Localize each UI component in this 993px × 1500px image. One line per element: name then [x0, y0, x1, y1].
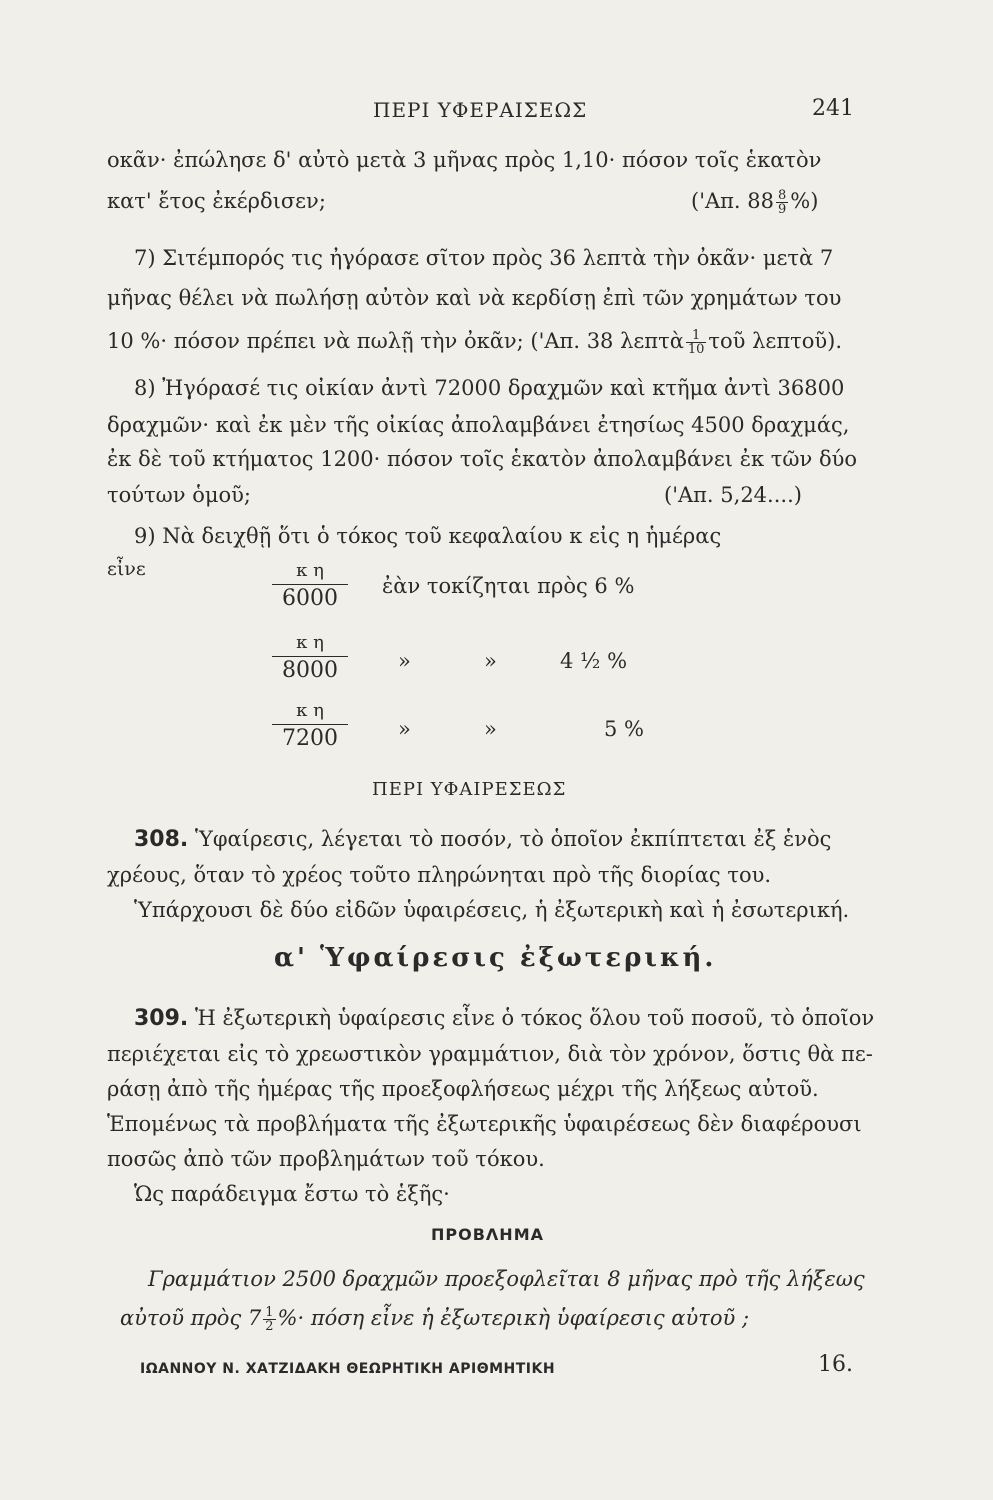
prob9-rate-3: 5 % [604, 717, 644, 741]
fraction-denominator: 10 [687, 342, 705, 357]
fraction-numerator: 8 [778, 188, 787, 203]
fraction-denominator: 8000 [282, 658, 338, 683]
section-number: 309. [134, 1006, 189, 1031]
prob6-line2: κατ' ἔτος ἐκέρδισεν; [107, 189, 326, 213]
section-heading: ΠΕΡΙ ΥΦΑΙΡΕΣΕΩΣ [372, 779, 567, 800]
sec309-line2: περιέχεται εἰς τὸ χρεωστικὸν γραμμάτιον, διὰ τὸν χρόνον, ὅστις θὰ πε- [107, 1042, 873, 1066]
prob9-fraction-3 [270, 698, 350, 753]
running-header: ΠΕΡΙ ΥΦΕΡΑΙΣΕΩΣ [373, 98, 588, 122]
fraction-denominator: 7200 [282, 726, 338, 751]
prob6-answer [691, 188, 818, 216]
sec309-line3: ράσῃ ἀπὸ τῆς ἡμέρας τῆς προεξοφλήσεως μέχρι τῆς λήξεως αὐτοῦ. [107, 1077, 819, 1101]
sec309-line1-text: Ἡ ἐξωτερικὴ ὑφαίρεσις εἶνε ὁ τόκος ὅλου τοῦ ποσοῦ, τὸ ὁποῖον [194, 1006, 875, 1030]
problem-heading: ΠΡΟΒΛΗΜΑ [431, 1225, 544, 1244]
prob9-eine: εἶνε [107, 558, 146, 580]
problem-line1: Γραμμάτιον 2500 δραχμῶν προεξοφλεῖται 8 μῆνας πρὸ τῆς λήξεως [148, 1267, 865, 1291]
section-number: 308. [134, 827, 189, 852]
sec308-line1 [134, 826, 831, 853]
prob7-line3-a: 10 %· πόσον πρέπει νὰ πωλῇ τὴν ὀκᾶν; ('Απ. 38 λεπτὰ [107, 329, 684, 353]
fraction-denominator: 9 [778, 202, 787, 217]
sec309-line4: Ἑπομένως τὰ προβλήματα τῆς ἐξωτερικῆς ὑφαιρέσεως δὲν διαφέρουσι [107, 1112, 862, 1136]
footer-signature: ΙΩΑΝΝΟΥ Ν. ΧΑΤΖΙΔΑΚΗ ΘΕΩΡΗΤΙΚΗ ΑΡΙΘΜΗΤΙΚΗ [140, 1361, 556, 1377]
prob7-line3 [107, 328, 842, 356]
prob8-answer: ('Απ. 5,24....) [664, 483, 802, 507]
prob6-answer-suffix: %) [790, 189, 819, 213]
ditto-mark: » [398, 649, 411, 673]
fraction-numerator: κ η [296, 560, 324, 581]
sec308-line1-text: Ὑφαίρεσις, λέγεται τὸ ποσόν, τὸ ὁποῖον ἐκπίπτεται ἐξ ἑνὸς [194, 827, 832, 851]
problem-line2-b: %· πόση εἶνε ἡ ἐξωτερικὴ ὑφαίρεσις αὐτοῦ ; [277, 1306, 750, 1330]
fraction-numerator: κ η [296, 700, 324, 721]
prob9-fraction-1 [270, 558, 350, 613]
signature-number: 16. [818, 1352, 853, 1377]
page-number: 241 [812, 96, 854, 121]
prob8-line3: ἐκ δὲ τοῦ κτήματος 1200· πόσον τοῖς ἑκατὸν ἀπολαμβάνει ἐκ τῶν δύο [107, 447, 858, 471]
problem-fraction [263, 1306, 275, 1333]
prob6-answer-prefix: ('Απ. 88 [691, 189, 775, 213]
sec308-line3: Ὑπάρχουσι δὲ δύο εἰδῶν ὑφαιρέσεις, ἡ ἐξωτερικὴ καὶ ἡ ἐσωτερική. [134, 898, 850, 922]
sec308-line2: χρέους, ὅταν τὸ χρέος τοῦτο πληρώνηται πρὸ τῆς διορίας του. [107, 863, 772, 887]
prob9-line1: 9) Νὰ δειχθῇ ὅτι ὁ τόκος τοῦ κεφαλαίου κ εἰς η ἡμέρας [134, 524, 722, 548]
prob9-condition: ἐὰν τοκίζηται πρὸς 6 % [382, 574, 635, 598]
prob7-line1: 7) Σιτέμπορός τις ἠγόρασε σῖτον πρὸς 36 λεπτὰ τὴν ὀκᾶν· μετὰ 7 [134, 246, 834, 270]
sec309-line1 [134, 1005, 874, 1032]
prob7-line2: μῆνας θέλει νὰ πωλήσῃ αὐτὸν καὶ νὰ κερδίσῃ ἐπὶ τῶν χρημάτων του [107, 286, 842, 310]
problem-line2 [120, 1305, 749, 1333]
prob6-line1: οκᾶν· ἐπώλησε δ' αὐτὸ μετὰ 3 μῆνας πρὸς 1,10· πόσον τοῖς ἑκατὸν [107, 148, 822, 172]
fraction-denominator: 2 [265, 1319, 274, 1334]
fraction-numerator: 1 [265, 1305, 274, 1320]
sec309-line5: ποσῶς ἀπὸ τῶν προβλημάτων τοῦ τόκου. [107, 1147, 545, 1171]
prob7-fraction [686, 329, 707, 356]
prob8-line4: τούτων ὁμοῦ; [107, 483, 251, 507]
ditto-mark: » [484, 649, 497, 673]
sec309-line6: Ὡς παράδειγμα ἔστω τὸ ἑξῆς· [134, 1182, 450, 1206]
prob9-fraction-2 [270, 630, 350, 685]
ditto-mark: » [398, 717, 411, 741]
prob8-line1: 8) Ἠγόρασέ τις οἰκίαν ἀντὶ 72000 δραχμῶν καὶ κτῆμα ἀντὶ 36800 [134, 376, 845, 400]
ditto-mark: » [484, 717, 497, 741]
problem-line2-a: αὐτοῦ πρὸς 7 [120, 1306, 262, 1330]
prob8-line2: δραχμῶν· καὶ ἐκ μὲν τῆς οἰκίας ἀπολαμβάνει ἐτησίως 4500 δραχμάς, [107, 413, 850, 437]
fraction-numerator: κ η [296, 632, 324, 653]
prob7-line3-b: τοῦ λεπτοῦ). [708, 329, 843, 353]
prob9-rate-2: 4 ½ % [560, 649, 628, 673]
prob6-answer-fraction [776, 189, 788, 216]
fraction-denominator: 6000 [282, 586, 338, 611]
fraction-numerator: 1 [686, 329, 707, 343]
subheading: α' Ὑφαίρεσις ἐξωτερική. [274, 943, 717, 973]
